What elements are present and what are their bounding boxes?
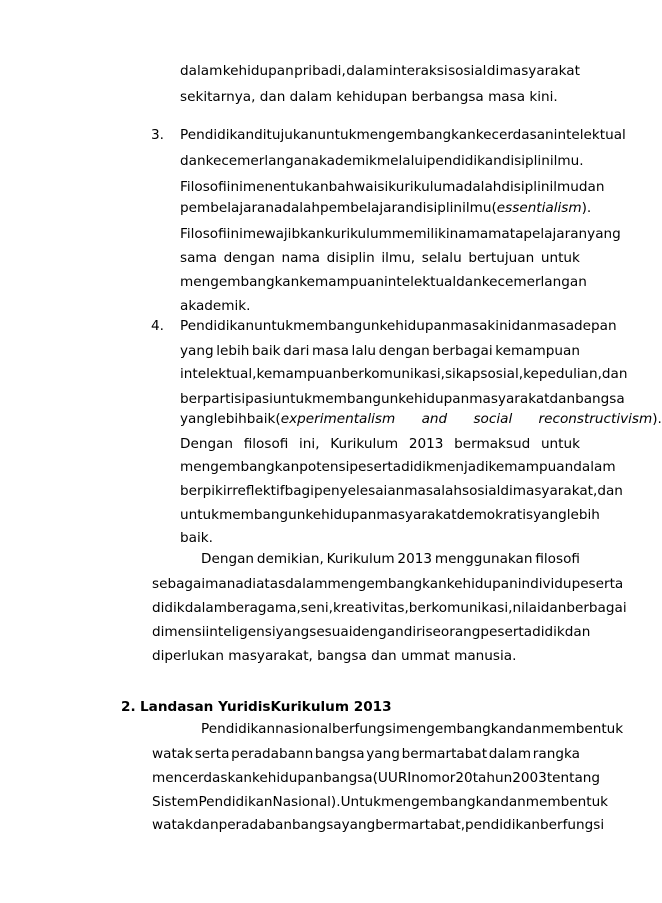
summary-line-3-word: berkomunikasi,: [408, 600, 513, 616]
item-3-line-6-word: selalu: [421, 250, 462, 266]
summary-line-3-word: dan: [540, 600, 567, 616]
item-4-line-8-word: di: [500, 483, 513, 499]
item-4-line-5-tail: [275, 409, 661, 429]
summary-line-3-word: beragama,: [227, 600, 301, 616]
item-4-line-8-word: berpikir: [180, 483, 233, 499]
summary-line-1: [201, 549, 580, 569]
item-4-line-5-w3: baik: [246, 411, 276, 427]
section-2-line-5-word: bermartabat,: [375, 817, 466, 833]
item-4-line-2-word: masa: [311, 343, 349, 359]
paren-close: ).: [581, 200, 592, 216]
item-4-line-9-word: untuk: [180, 507, 220, 523]
item-3-line-3-word: ilmu: [549, 179, 579, 195]
item-4-line-3-word: sikap: [444, 366, 481, 382]
intro-line-1-word: kehidupan: [222, 63, 294, 79]
item-3-line-7-word: kecemerlangan: [481, 274, 587, 290]
summary-line-3-word: seni,: [300, 600, 333, 616]
item-4-line-7-word: kemampuan: [488, 459, 574, 475]
item-3-line-3-word: kurikulum: [388, 179, 456, 195]
summary-line-1-word: filosofi: [535, 551, 580, 567]
item-4-line-7-word: mengembangkan: [180, 459, 300, 475]
section-2-line-5-word: peradaban: [218, 817, 293, 833]
item-4-line-10-text: baik.: [180, 530, 213, 546]
section-2-title: Landasan YuridisKurikulum 2013: [140, 699, 392, 715]
summary-line-2-word: mengembangkan: [327, 576, 447, 592]
section-2-line-4-word: mengembangkan: [380, 794, 501, 810]
item-4-line-1-word: masa: [450, 318, 488, 334]
paren-open-4: (: [275, 411, 281, 427]
item-3-line-1-word: mengembangkan: [356, 127, 476, 143]
section-2-line-1-word: berfungsi: [331, 721, 397, 737]
summary-line-3: [152, 598, 627, 618]
item-3-line-6-word: ilmu,: [381, 250, 416, 266]
section-2-line-2-word: dalam: [488, 746, 532, 762]
item-4-line-1: [180, 316, 617, 336]
item-4-line-3-word: intelektual,: [180, 366, 257, 382]
item-3-line-2: [180, 151, 584, 171]
item-3-line-7-word: mengembangkan: [180, 274, 300, 290]
section-2-line-1-word: mengembangkan: [396, 721, 516, 737]
item-4-line-7-word: potensi: [299, 459, 350, 475]
item-4-line-8-word: sosial: [461, 483, 501, 499]
section-2-line-5-word: bangsa: [292, 817, 342, 833]
item-4-line-9-word: yang: [533, 507, 567, 523]
paren-open: (: [491, 200, 497, 216]
item-4-line-2-word: lalu: [351, 343, 377, 359]
item-3-line-1-word: kecerdasan: [475, 127, 554, 143]
item-3-line-5-word: Filosofi: [180, 226, 227, 242]
item-4-line-9-word: lebih: [566, 507, 600, 523]
section-2-line-3-word: nomor: [411, 770, 456, 786]
summary-line-2-word: atas: [256, 576, 286, 592]
section-2-line-3-word: tahun: [472, 770, 513, 786]
summary-line-4-word: dengan: [352, 624, 404, 640]
intro-line-1-word: sosial: [448, 63, 487, 79]
item-4-line-2-word: lebih: [216, 343, 250, 359]
section-2-line-2-word: bermartabat: [401, 746, 488, 762]
item-4-line-4-word: berpartisipasi: [180, 391, 273, 407]
summary-line-4-word: dan: [564, 624, 591, 640]
section-2-line-5-word: watak: [152, 817, 193, 833]
item-4-line-10: [180, 528, 213, 548]
intro-line-1-word: dalam: [346, 63, 389, 79]
section-2-line-3-word: mencerdaskan: [152, 770, 253, 786]
summary-line-3-word: berbagai: [566, 600, 627, 616]
summary-line-4-word: peserta: [480, 624, 533, 640]
section-2-line-4-word: dan: [500, 794, 526, 810]
summary-line-2-word: dalam: [285, 576, 328, 592]
section-2-line-2: [152, 744, 580, 764]
section-2-line-4-word: Pendidikan: [198, 794, 273, 810]
section-2-line-4-word: Nasional).: [272, 794, 341, 810]
item-4-line-6-word: Dengan: [180, 436, 234, 452]
item-4-line-8-word: dan: [597, 483, 623, 499]
item-3-line-4-w5: ilmu: [462, 200, 492, 216]
item-3-line-5-word: mewajibkan: [242, 226, 325, 242]
item-3-line-1-word: untuk: [317, 127, 357, 143]
item-4-line-3-word: kemampuan: [256, 366, 342, 382]
intro-line-2-text: sekitarnya, dan dalam kehidupan berbangsa masa kini.: [180, 89, 558, 105]
intro-line-1-word: di: [486, 63, 500, 79]
item-4-line-4-word: membangun: [311, 391, 399, 407]
item-4-line-9-word: masyarakat: [376, 507, 457, 523]
item-3-line-3-word: bahwa: [328, 179, 374, 195]
section-2-line-1-word: nasional: [275, 721, 332, 737]
item-4-line-8-word: penyelesaian: [313, 483, 405, 499]
item-4-line-3: [180, 364, 628, 384]
section-2-line-3-word: RI: [397, 770, 412, 786]
item-3-line-1: [180, 125, 626, 145]
section-2-line-4: [152, 792, 609, 812]
section-2-line-3-word: kehidupan: [252, 770, 323, 786]
item-3-line-3-word: isi: [373, 179, 389, 195]
summary-line-1-word: 2013: [397, 551, 433, 567]
item-3-line-4-w4: disiplin: [413, 200, 463, 216]
summary-line-4-word: seorang: [425, 624, 481, 640]
section-2-line-5-word: pendidikan: [465, 817, 541, 833]
item-4-line-1-word: kini: [487, 318, 512, 334]
section-2-line-5-word: berfungsi: [540, 817, 605, 833]
item-3-line-4-w2: adalah: [273, 200, 320, 216]
item-4-line-1-word: masa: [537, 318, 575, 334]
summary-line-4-word: sesuai: [309, 624, 353, 640]
item-4-line-2-word: dengan: [378, 343, 430, 359]
section-2-line-4-word: membentuk: [525, 794, 609, 810]
summary-line-4-word: dimensi: [152, 624, 206, 640]
item-3-line-5-word: matapelajaran: [488, 226, 588, 242]
item-3-line-1-word: Pendidikan: [180, 127, 255, 143]
section-2-line-3: [152, 768, 601, 788]
essentialism-term: essentialism: [496, 200, 582, 216]
item-4-line-1-word: membangun: [293, 318, 380, 334]
summary-line-1-word: menggunakan: [434, 551, 533, 567]
item-3-line-6-word: disiplin: [326, 250, 375, 266]
section-2-line-1-word: membentuk: [540, 721, 624, 737]
item-3-line-2-word: kecemerlangan: [205, 153, 311, 169]
item-3-line-5: [180, 224, 621, 244]
item-3-line-6-word: untuk: [540, 250, 580, 266]
item-3-line-2-word: ilmu.: [549, 153, 584, 169]
item-3-line-2-word: pendidikan: [426, 153, 502, 169]
summary-line-1-word: Dengan: [201, 551, 255, 567]
item-4-line-7-word: peserta: [349, 459, 402, 475]
item-4-line-5-w2: lebih: [213, 411, 247, 427]
item-4-number: 4.: [151, 318, 164, 334]
item-3-line-4-w3: pembelajaran: [320, 200, 414, 216]
section-2-line-4-word: Sistem: [152, 794, 199, 810]
summary-line-2-word: individu: [517, 576, 572, 592]
summary-line-3-word: dalam: [184, 600, 227, 616]
summary-line-4: [152, 622, 591, 642]
experimentalism-term: experimentalism and social reconstructivism: [280, 411, 653, 427]
item-4-line-5-w1: yang: [180, 411, 214, 427]
section-2-line-4-word: Untuk: [340, 794, 381, 810]
item-3-line-7-word: kemampuan: [299, 274, 385, 290]
section-2-line-5-word: dan: [192, 817, 219, 833]
section-2-line-3-word: tentang: [546, 770, 601, 786]
intro-line-1: [180, 61, 580, 81]
section-2-line-5: [152, 815, 605, 835]
item-3-line-4-w1: pembelajaran: [180, 200, 274, 216]
item-3-line-8: [180, 296, 251, 316]
item-3-line-2-word: dan: [180, 153, 206, 169]
item-4-line-2-word: yang: [180, 343, 214, 359]
intro-line-1-word: masyarakat: [499, 63, 580, 79]
item-3-number: 3.: [151, 127, 164, 143]
item-3-line-5-word: kurikulum: [324, 226, 392, 242]
intro-line-1-word: pribadi,: [294, 63, 346, 79]
item-3-line-3-word: dan: [578, 179, 605, 195]
item-4-line-8: [180, 481, 623, 501]
summary-line-4-word: diri: [403, 624, 426, 640]
item-4-line-9-word: demokratis: [456, 507, 534, 523]
item-4-line-4-word: bangsa: [575, 391, 625, 407]
summary-line-2-word: peserta: [571, 576, 624, 592]
item-4-line-8-word: reflektif: [232, 483, 285, 499]
summary-line-2-word: di: [243, 576, 257, 592]
item-4-line-7-word: dalam: [573, 459, 616, 475]
item-4-line-7-word: menjadi: [433, 459, 489, 475]
item-4-line-1-word: depan: [574, 318, 617, 334]
section-2-line-1-word: Pendidikan: [201, 721, 276, 737]
section-2-line-2-word: bangsa: [314, 746, 365, 762]
item-3-line-6: [180, 248, 580, 268]
section-2-line-2-word: serta: [194, 746, 230, 762]
section-2-number: 2.: [121, 699, 136, 715]
summary-line-4-word: yang: [275, 624, 310, 640]
section-2-line-2-word: yang: [366, 746, 400, 762]
item-3-line-3-word: ini: [226, 179, 243, 195]
item-4-line-4-word: kehidupan: [398, 391, 470, 407]
item-4-line-6-word: bermaksud: [454, 436, 531, 452]
item-4-line-9-word: kehidupan: [305, 507, 377, 523]
item-3-line-7: [180, 272, 587, 292]
item-4-line-3-word: dan: [601, 366, 628, 382]
summary-line-3-word: didik: [152, 600, 185, 616]
summary-line-2-word: kehidupan: [446, 576, 518, 592]
item-4-line-4: [180, 389, 625, 409]
section-2-line-1: [201, 719, 624, 739]
item-4-line-1-word: untuk: [254, 318, 294, 334]
item-4-line-7-word: didik: [401, 459, 434, 475]
summary-line-4-word: inteligensi: [205, 624, 276, 640]
section-2-line-1-word: dan: [515, 721, 541, 737]
item-4-line-2: [180, 341, 580, 361]
intro-line-2: [180, 87, 558, 107]
item-4-line-1-word: Pendidikan: [180, 318, 255, 334]
item-4-line-8-word: bagi: [284, 483, 314, 499]
summary-line-4-word: didik: [532, 624, 565, 640]
item-4-line-4-word: untuk: [272, 391, 312, 407]
item-4-line-6: [180, 434, 580, 454]
summary-line-5-text: diperlukan masyarakat, bangsa dan ummat manusia.: [152, 648, 517, 664]
section-2-line-3-word: (UU: [372, 770, 398, 786]
item-3-line-4-tail: [491, 198, 591, 218]
summary-line-1-word: demikian,: [256, 551, 324, 567]
item-4-line-2-word: baik: [251, 343, 281, 359]
item-4-line-3-word: kepedulian,: [523, 366, 602, 382]
item-3-line-4: [180, 198, 592, 218]
section-2-line-2-word: watak: [152, 746, 193, 762]
intro-line-1-word: dalam: [180, 63, 223, 79]
paren-close-4: ).: [652, 411, 662, 427]
item-3-line-5-word: yang: [587, 226, 621, 242]
summary-line-3-word: kreativitas,: [332, 600, 409, 616]
item-3-line-3-word: adalah: [455, 179, 502, 195]
item-4-line-3-word: berkomunikasi,: [341, 366, 445, 382]
item-3-line-3-word: Filosofi: [180, 179, 227, 195]
summary-line-5: [152, 646, 516, 666]
item-3-line-8-text: akademik.: [180, 298, 251, 314]
item-3-line-1-word: intelektual: [553, 127, 626, 143]
item-3-line-7-word: intelektual: [384, 274, 457, 290]
item-4-line-8-word: masyarakat,: [512, 483, 598, 499]
item-4-line-6-word: ini,: [299, 436, 320, 452]
item-4-line-7: [180, 457, 616, 477]
item-3-line-3-word: menentukan: [242, 179, 329, 195]
item-4-line-2-word: kemampuan: [495, 343, 580, 359]
section-2-line-2-word: rangka: [532, 746, 580, 762]
item-3-line-3-word: disiplin: [501, 179, 550, 195]
item-4-line-6-word: untuk: [540, 436, 580, 452]
item-3-line-6-word: nama: [281, 250, 320, 266]
intro-line-1-word: interaksi: [388, 63, 448, 79]
item-3-line-6-word: sama: [180, 250, 217, 266]
item-3-line-5-word: memiliki: [391, 226, 450, 242]
item-3-line-1-word: ditujukan: [254, 127, 318, 143]
item-3-line-7-word: dan: [456, 274, 482, 290]
item-3-line-3: [180, 177, 605, 197]
item-4-line-9-word: membangun: [219, 507, 306, 523]
section-2-line-3-word: 20: [455, 770, 473, 786]
summary-line-1-word: Kurikulum: [326, 551, 395, 567]
summary-line-2-word: sebagaimana: [152, 576, 244, 592]
section-2-line-3-word: 2003: [512, 770, 547, 786]
item-3-line-2-word: disiplin: [501, 153, 550, 169]
item-4-line-6-word: 2013: [408, 436, 444, 452]
item-3-line-6-word: dengan: [223, 250, 275, 266]
item-3-line-5-word: ini: [226, 226, 243, 242]
summary-line-3-word: nilai: [512, 600, 541, 616]
section-2-line-5-word: yang: [341, 817, 376, 833]
item-3-line-5-word: nama: [449, 226, 489, 242]
item-4-line-3-word: sosial,: [480, 366, 524, 382]
item-4-line-4-word: dan: [549, 391, 576, 407]
item-3-line-6-word: bertujuan: [468, 250, 535, 266]
item-4-line-4-word: masyarakat: [469, 391, 550, 407]
item-4-line-2-word: berbagai: [432, 343, 493, 359]
summary-line-2: [152, 574, 624, 594]
item-3-line-2-word: akademik: [310, 153, 377, 169]
item-4-line-1-word: dan: [511, 318, 538, 334]
item-4-line-8-word: masalah: [404, 483, 462, 499]
section-2-line-2-word: peradabann: [231, 746, 314, 762]
item-3-line-2-word: melalui: [376, 153, 427, 169]
item-4-line-1-word: kehidupan: [379, 318, 451, 334]
item-4-line-6-word: filosofi: [243, 436, 289, 452]
section-2-line-3-word: bangsa: [323, 770, 373, 786]
item-4-line-9: [180, 505, 600, 525]
item-4-line-6-word: Kurikulum: [330, 436, 399, 452]
item-4-line-5: [180, 409, 662, 429]
item-4-line-2-word: dari: [283, 343, 310, 359]
